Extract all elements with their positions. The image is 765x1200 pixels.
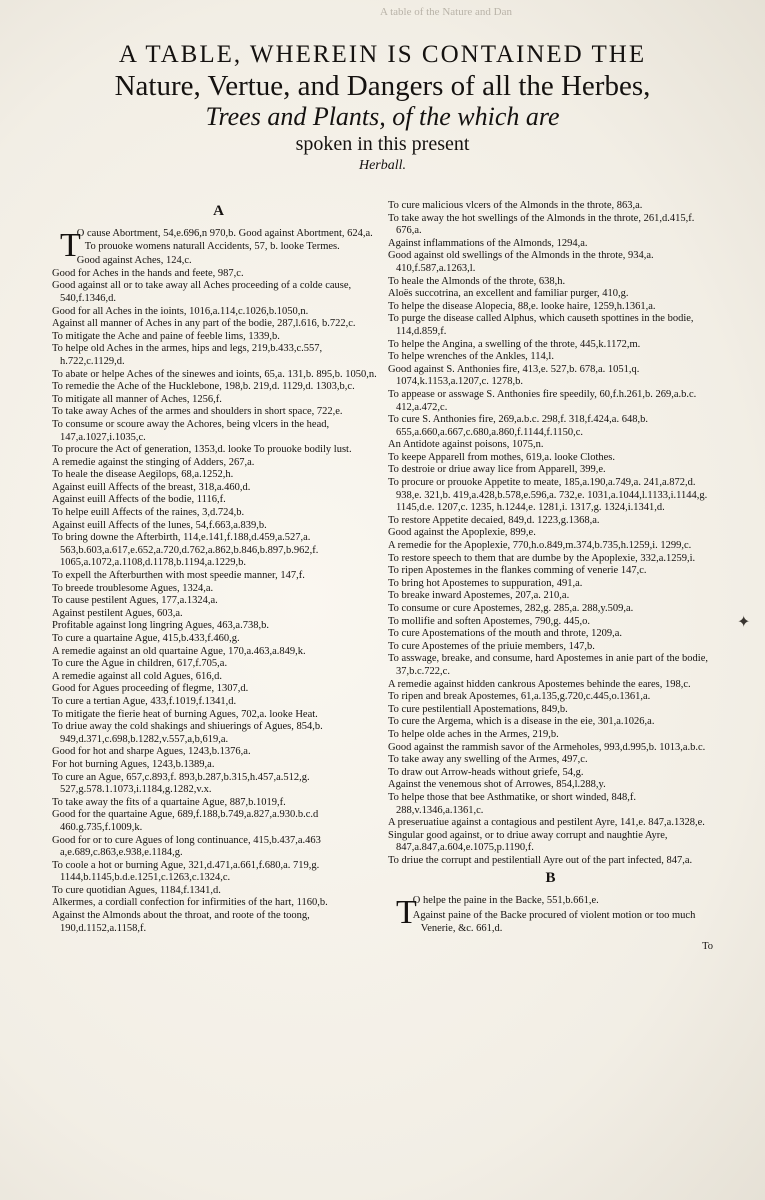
index-entry: To asswage, breake, and consume, hard Apostemes in anie part of the bodie, 37,b.c.722,c. <box>388 653 708 677</box>
index-entry: To cause pestilent Agues, 177,a.1324,a. <box>52 595 218 607</box>
index-entry: To cure a tertian Ague, 433,f.1019,f.1341,d. <box>52 695 237 707</box>
index-entry: Against pestilent Agues, 603,a. <box>52 607 183 619</box>
index-entry: To remedie the Ache of the Hucklebone, 198,b. 219,d. 1129,d. 1303,b,c. <box>52 381 355 393</box>
first-entry-text: O cause Abortment, 54,e.696,n 970,b. Good against Abortment, 624,a. To prouoke womens naturall Accidents, 57, b. looke Termes. <box>76 228 373 252</box>
index-entry: To breede troublesome Agues, 1324,a. <box>52 582 214 594</box>
right-entry-list-b <box>388 910 713 935</box>
index-entry: To cure Apostemes of the priuie members, 147,b. <box>388 640 595 652</box>
index-entry: To cure quotidian Agues, 1184,f.1341,d. <box>52 884 221 896</box>
index-entry: A remedie against the stinging of Adders, 267,a. <box>52 456 255 468</box>
index-entry: To heale the disease Aegilops, 68,a.1252,h. <box>52 469 234 481</box>
index-entry: To procure the Act of generation, 1353,d. looke To prouoke bodily lust. <box>52 444 352 456</box>
first-entry-b-text: O helpe the paine in the Backe, 551,b.661,e. <box>412 895 599 907</box>
index-entry: Good for Aches in the hands and feete, 987,c. <box>52 267 244 279</box>
index-entry: To consume or scoure away the Achores, being vlcers in the head, 147,a.1027,i.1035,c. <box>52 418 330 443</box>
index-entry: To driue away the cold shakings and shiuerings of Agues, 854,b. 949,d.371,c.698,b.1282,v.557,a,b,619,a. <box>52 721 323 745</box>
index-entry: To cure an Ague, 657,c.893,f. 893,b.287,b.315,h.457,a.512,g. 527,g.578.1.1073,i.1184,g.1282,v.x. <box>52 771 310 796</box>
index-entry: Against the venemous shot of Arrowes, 854,l.288,y. <box>388 779 606 791</box>
title-block <box>0 40 765 176</box>
index-entry: An Antidote against poisons, 1075,n. <box>388 439 544 451</box>
index-entry: To helpe the Angina, a swelling of the throte, 445,k.1172,m. <box>388 338 641 350</box>
index-entry: Good for all Aches in the ioints, 1016,a.114,c.1026,b.1050,n. <box>52 305 309 317</box>
index-entry: To mollifie and soften Apostemes, 790,g. 445,o. <box>388 615 590 627</box>
index-entry: To take away the fits of a quartaine Ague, 887,b.1019,f. <box>52 796 286 808</box>
index-entry: To take away Aches of the armes and shoulders in short space, 722,e. <box>52 406 343 418</box>
index-entry: Good for the quartaine Ague, 689,f.188,b.749,a.827,a.930.b.c.d 460.g.735,f.1009,k. <box>52 809 319 833</box>
index-entry: Good for Agues proceeding of flegme, 1307,d. <box>52 683 249 695</box>
index-entry: To restore Appetite decaied, 849,d. 1223,g.1368,a. <box>388 514 600 526</box>
right-entry-list <box>388 200 713 867</box>
index-entry: To appease or asswage S. Anthonies fire speedily, 60,f.h.261,b. 269,a.b.c. 412,a.472,c. <box>388 388 697 413</box>
index-entry: Profitable against long lingring Agues, 463,a.738,b. <box>52 620 269 632</box>
index-entry: To cure the Argema, which is a disease in the eie, 301,a.1026,a. <box>388 716 655 728</box>
index-entry: To helpe wrenches of the Ankles, 114,l. <box>388 351 554 363</box>
index-entry: Against euill Affects of the lunes, 54,f.663,a.839,b. <box>52 519 267 531</box>
left-column <box>52 200 385 935</box>
index-entry: A remedie against hidden cankrous Apostemes behinde the eares, 198,c. <box>388 678 691 690</box>
index-entry: For hot burning Agues, 1243,b.1389,a. <box>52 758 215 770</box>
index-entry: To abate or helpe Aches of the sinewes and ioints, 65,a. 131,b. 895,b. 1050,n. <box>52 368 377 380</box>
index-entry: To cure a quartaine Ague, 415,b.433,f.460,g. <box>52 633 240 644</box>
index-entry: To procure or prouoke Appetite to meate, 185,a.190,a.749,a. 241,a.872,d. 938,e. 321,b. 419,a.428,b.578,e.596,a. 732,e. 1031,a.1044,l.1133,i.1144,g. 1145,d.e. 1207,c. 1235, h.1244,e. 1281,i. 1317,g. 1324,i.1341,d. <box>388 477 708 514</box>
index-entry: Singular good against, or to driue away corrupt and naughtie Ayre, 847,a.847,a.604,e.1075,p.1190,f. <box>388 829 668 854</box>
drop-cap: T <box>60 227 81 264</box>
index-entry: A remedie for the Apoplexie, 770,h.o.849,m.374,b.735,h.1259,i. 1299,c. <box>388 540 692 552</box>
index-entry: Against inflammations of the Almonds, 1294,a. <box>388 237 588 249</box>
index-entry: To mitigate all manner of Aches, 1256,f. <box>52 393 222 405</box>
index-entry: Good against Aches, 124,c. <box>76 255 192 267</box>
title-line-1: A TABLE, WHEREIN IS CONTAINED THE <box>118 41 647 68</box>
index-entry: To cure malicious vlcers of the Almonds in the throte, 863,a. <box>388 200 643 211</box>
section-letter-b: B <box>545 870 556 887</box>
index-entry: A remedie against all cold Agues, 616,d. <box>52 670 223 682</box>
index-entry: To expell the Afterburthen with most speedie manner, 147,f. <box>52 570 305 582</box>
title-line-5: Herball. <box>358 158 407 173</box>
index-entry: Against all manner of Aches in any part of the bodie, 287,l.616, b.722,c. <box>52 318 356 330</box>
index-entry: Good against the Apoplexie, 899,e. <box>388 527 536 539</box>
bleed-through-text: A table of the Nature and Dan <box>380 6 512 18</box>
index-entry: To bring downe the Afterbirth, 114,e.141,f.188,d.459,a.527,a. 563,b.603,a.617,e.652,a.720,d.762,a.862,b.846,b.897,b.962,f. 1065,a.1072,a.1108,d.1178,b.1194,a.1229,b. <box>52 532 319 569</box>
index-entry: To draw out Arrow-heads without griefe, 54,g. <box>388 766 584 778</box>
index-entry: To breake inward Apostemes, 207,a. 210,a. <box>388 590 570 602</box>
index-entry: To cure Apostemations of the mouth and throte, 1209,a. <box>388 628 623 640</box>
right-column <box>388 200 713 954</box>
index-entry: To mitigate the Ache and paine of feeble lims, 1339,b. <box>52 330 280 342</box>
index-entry: To bring hot Apostemes to suppuration, 491,a. <box>388 577 583 589</box>
index-entry: Good against the rammish savor of the Armeholes, 993,d.995,b. 1013,a.b.c. <box>388 741 706 753</box>
fold-mark-icon: ✦ <box>737 614 751 631</box>
index-entry: To cure the Ague in children, 617,f.705,a. <box>52 658 228 670</box>
index-entry: Good against all or to take away all Aches proceeding of a colde cause, 540,f.1346,d. <box>52 280 352 304</box>
index-entry: Against euill Affects of the breast, 318,a.460,d. <box>52 481 251 493</box>
index-entry: To ripen Apostemes in the flankes comming of venerie 147,c. <box>388 565 647 577</box>
index-entry: To driue the corrupt and pestilentiall Ayre out of the part infected, 847,a. <box>388 854 693 866</box>
index-entry: To cure pestilentiall Apostemations, 849,b. <box>388 703 568 715</box>
index-entry: To take away the hot swellings of the Almonds in the throte, 261,d.415,f. 676,a. <box>388 212 695 237</box>
index-entry: To helpe old Aches in the armes, hips and legs, 219,b.433,c.557, h.722,c.1129,d. <box>52 343 323 367</box>
title-line-3: Trees and Plants, of the which are <box>205 102 560 131</box>
index-entry: To destroie or driue away lice from Apparell, 399,e. <box>388 464 606 476</box>
index-entry: Against paine of the Backe procured of violent motion or too much Venerie, &c. 661,d. <box>412 910 696 934</box>
catchword: To <box>702 941 713 953</box>
index-entry: To take away any swelling of the Armes, 497,c. <box>388 754 588 766</box>
index-entry: A preseruatiue against a contagious and pestilent Ayre, 141,e. 847,a.1328,e. <box>388 817 705 829</box>
index-entry: A remedie against an old quartaine Ague, 170,a.463,a.849,k. <box>52 645 306 657</box>
index-entry: To ripen and break Apostemes, 61,a.135,g.720,c.445,o.1361,a. <box>388 691 651 703</box>
section-letter-a: A <box>213 203 224 219</box>
index-entry: To helpe euill Affects of the raines, 3,d.724,b. <box>52 507 245 519</box>
index-entry: Against the Almonds about the throat, and roote of the toong, 190,d.1152,a.1158,f. <box>52 910 310 934</box>
index-entry: Aloës succotrina, an excellent and familiar purger, 410,g. <box>388 288 629 300</box>
index-entry: To restore speech to them that are dumbe by the Apoplexie, 332,a.1259,i. <box>388 552 696 564</box>
index-entry: Good for or to cure Agues of long continuance, 415,b.437,a.463 a,e.689,c.863,e.938,e.1184,g. <box>52 834 321 859</box>
index-entry: Against euill Affects of the bodie, 1116,f. <box>52 494 226 506</box>
title-line-4: spoken in this present <box>295 133 470 155</box>
index-entry: To helpe olde aches in the Armes, 219,b. <box>388 728 559 740</box>
drop-cap-b: T <box>396 894 417 932</box>
left-entry-list <box>52 255 385 935</box>
index-entry: To helpe the disease Alopecia, 88,e. looke haire, 1259,h.1361,a. <box>388 300 656 312</box>
index-entry: To heale the Almonds of the throte, 638,h. <box>388 275 566 287</box>
index-entry: To mitigate the fierie heat of burning Agues, 702,a. looke Heat. <box>52 708 318 720</box>
index-entry: To cure S. Anthonies fire, 269,a.b.c. 298,f. 318,f.424,a. 648,b. 655,a.660,a.667,c.680,a.860,f.1144,f.1150,c. <box>388 414 648 438</box>
index-entry: Good against old swellings of the Almonds in the throte, 934,a. 410,f.587,a.1263,l. <box>388 250 654 274</box>
index-entry: To purge the disease called Alphus, which causeth spottines in the bodie, 114,d.859,f. <box>388 313 694 337</box>
index-entry: Good against S. Anthonies fire, 413,e. 527,b. 678,a. 1051,q. 1074,k.1153,a.1207,c. 1278,b. <box>388 363 640 388</box>
index-entry: Good for hot and sharpe Agues, 1243,b.1376,a. <box>52 746 251 758</box>
index-entry: To keepe Apparell from mothes, 619,a. looke Clothes. <box>388 451 616 463</box>
index-entry: Alkermes, a cordiall confection for infirmities of the hart, 1160,b. <box>52 897 328 909</box>
index-entry: To consume or cure Apostemes, 282,g. 285,a. 288,y.509,a. <box>388 603 634 614</box>
index-entry: To coole a hot or burning Ague, 321,d.471,a.661,f.680,a. 719,g. 1144,b.1145,b.d.e.1251,c.1263,c.1324,c. <box>52 859 320 884</box>
title-line-2: Nature, Vertue, and Dangers of all the Herbes, <box>114 70 651 102</box>
index-entry: To helpe those that bee Asthmatike, or short winded, 848,f. 288,v.1346,a.1361,c. <box>388 791 637 816</box>
